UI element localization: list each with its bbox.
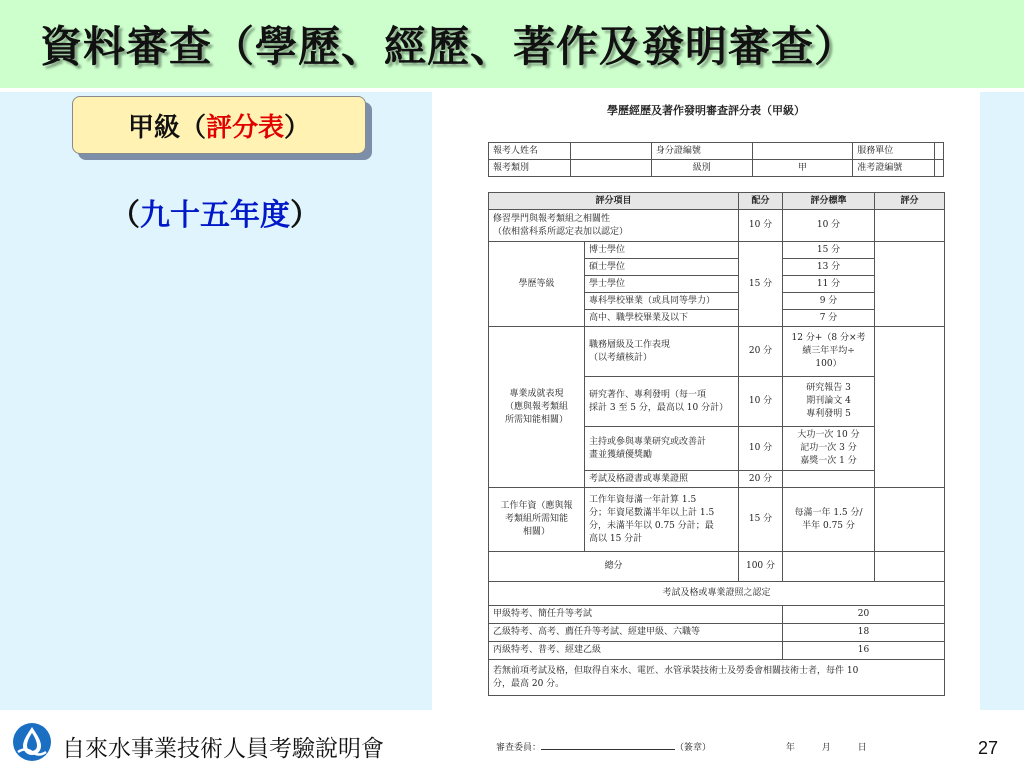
achievement-row: 研究著作、專利發明（每一項 採計 3 至 5 分，最高以 10 分計）	[585, 377, 739, 427]
education-score: 7 分	[783, 310, 875, 327]
cert-note: 若無前項考試及格，但取得自來水、電匠、水管承裝技術士及勞委會相關技術士者，每件 10 分，最高 20 分。	[489, 660, 945, 696]
sign-label: （簽章）	[675, 743, 712, 753]
seniority-standard: 每滿一年 1.5 分/ 半年 0.75 分	[783, 488, 875, 552]
signature-blank	[541, 749, 675, 750]
achievement-points: 10 分	[739, 377, 783, 427]
title-bar	[0, 0, 1024, 88]
name-label: 報考人姓名	[489, 143, 571, 160]
achievement-label: 專業成就表現 （應與報考類組 所需知能相關）	[489, 327, 585, 488]
grade-highlight: 評分表	[205, 113, 284, 143]
education-row: 高中、職學校畢業及以下	[585, 310, 739, 327]
achievement-standard: 研究報告 3 期刊論文 4 專利發明 5	[783, 377, 875, 427]
score-table	[488, 192, 945, 696]
grade-box	[72, 96, 366, 154]
study-points: 10 分	[739, 210, 783, 242]
footer-org-name: 自來水事業技術人員考驗說明會	[62, 736, 384, 762]
grade-prefix: 甲級（	[127, 113, 206, 143]
education-label: 學歷等級	[489, 242, 585, 327]
ticket-label: 准考證編號	[853, 160, 935, 177]
left-panel	[0, 92, 432, 710]
achievement-standard	[783, 471, 875, 488]
achievement-row: 職務層級及工作表現 （以考績核計）	[585, 327, 739, 377]
grade-suffix: ）	[284, 113, 311, 143]
education-row: 博士學位	[585, 242, 739, 259]
day-mark: 日	[857, 743, 867, 753]
right-panel	[980, 92, 1024, 710]
year-label	[110, 190, 320, 234]
education-score: 9 分	[783, 293, 875, 310]
achievement-points: 20 分	[739, 471, 783, 488]
study-item: 修習學門與報考類組之相關性 （依相當科系所認定表加以認定）	[489, 210, 739, 242]
water-drop-logo-icon	[12, 722, 52, 762]
id-label: 身分證編號	[651, 143, 752, 160]
seniority-rule: 工作年資每滿一年計算 1.5 分；年資尾數滿半年以上計 1.5 分，未滿半年以 0.75 分計；最 高以 15 分計	[585, 488, 739, 552]
achievement-points: 10 分	[739, 427, 783, 471]
education-row: 碩士學位	[585, 259, 739, 276]
achievement-standard: 12 分+（8 分×考 績三年平均÷ 100）	[783, 327, 875, 377]
year-close: ）	[290, 198, 320, 233]
cert-row: 乙級特考、高考、薦任升等考試、經建甲級、六職等	[489, 624, 783, 642]
achievement-row: 考試及格證書或專業證照	[585, 471, 739, 488]
score-sheet-document	[432, 92, 980, 753]
education-score: 11 分	[783, 276, 875, 293]
cert-row: 甲級特考、簡任升等考試	[489, 606, 783, 624]
total-points: 100 分	[739, 552, 783, 582]
education-points: 15 分	[739, 242, 783, 327]
reviewer-label: 審查委員：	[496, 743, 542, 753]
achievement-standard: 大功一次 10 分 記功一次 3 分 嘉獎一次 1 分	[783, 427, 875, 471]
unit-label: 服務單位	[853, 143, 935, 160]
month-mark: 月	[821, 743, 831, 753]
cert-row: 丙級特考、普考、經建乙級	[489, 642, 783, 660]
study-standard: 10 分	[783, 210, 875, 242]
cert-section-title: 考試及格或專業證照之認定	[489, 582, 945, 606]
year-mark: 年	[785, 743, 795, 753]
level-value: 甲	[752, 160, 853, 177]
year-value: 九十五年度	[140, 198, 290, 233]
cert-score: 18	[783, 624, 945, 642]
page-number: 27	[978, 738, 999, 758]
header-item: 評分項目	[489, 193, 739, 210]
year-open: （	[110, 198, 140, 233]
achievement-points: 20 分	[739, 327, 783, 377]
category-label: 報考類別	[489, 160, 571, 177]
document-title: 學歷經歷及著作發明審查評分表（甲級）	[607, 104, 805, 117]
header-score: 評分	[875, 193, 945, 210]
cert-score: 20	[783, 606, 945, 624]
signature-line	[496, 740, 867, 753]
seniority-points: 15 分	[739, 488, 783, 552]
achievement-row: 主持或參與專業研究或改善計 畫並獲績優獎勵	[585, 427, 739, 471]
total-label: 總分	[489, 552, 739, 582]
education-score: 13 分	[783, 259, 875, 276]
level-label: 級別	[651, 160, 752, 177]
slide-title: 資料審查（學歷、經歷、著作及發明審查）	[40, 22, 858, 71]
header-points: 配分	[739, 193, 783, 210]
seniority-label: 工作年資（應與報 考類組所需知能 相關）	[489, 488, 585, 552]
cert-score: 16	[783, 642, 945, 660]
education-score: 15 分	[783, 242, 875, 259]
applicant-info-table	[488, 142, 944, 177]
header-standard: 評分標準	[783, 193, 875, 210]
education-row: 專科學校畢業（或具同等學力）	[585, 293, 739, 310]
education-row: 學士學位	[585, 276, 739, 293]
grade-label	[73, 107, 365, 144]
